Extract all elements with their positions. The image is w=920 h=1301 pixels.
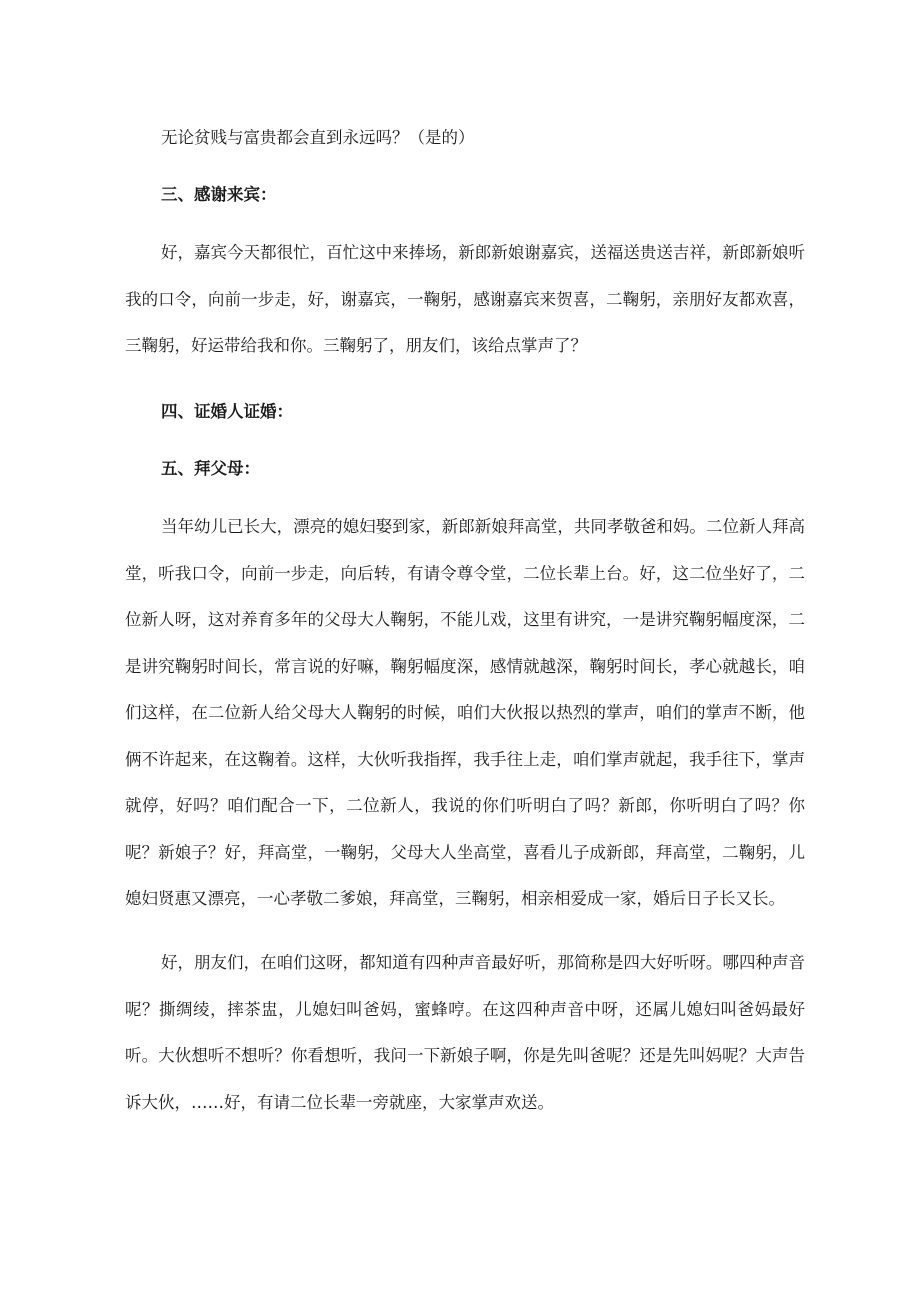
paragraph-thank-guests: 好，嘉宾今天都很忙，百忙这中来捧场，新郎新娘谢嘉宾，送福送贵送吉祥，新郎新娘听我的口令，向前一步走，好，谢嘉宾，一鞠躬，感谢嘉宾来贺喜，二鞠躬，亲朋好友都欢喜，三鞠躬，好运带给我和你。三鞠躬了，朋友们，该给点掌声了？ bbox=[125, 243, 805, 355]
paragraph-bow-parents: 当年幼儿已长大，漂亮的媳妇娶到家，新郎新娘拜高堂，共同孝敬爸和妈。二位新人拜高堂，听我口令，向前一步走，向后转，有请令尊令堂，二位长辈上台。好，这二位坐好了，二位新人呀，这对养育多年的父母大人鞠躬，不能儿戏，这里有讲究，一是讲究鞠躬幅度深，二是讲究鞠躬时间长，常言说的好嘛，鞠躬幅度深，感情就越深，鞠躬时间长，孝心就越长，咱们这样，在二位新人给父母大人鞠躬的时候，咱们大伙报以热烈的掌声，咱们的掌声不断，他俩不许起来，在这鞠着。这样，大伙听我指挥，我手往上走，咱们掌声就起，我手往下，掌声就停，好吗？咱们配合一下，二位新人，我说的你们听明白了吗？新郎，你听明白了吗？你呢？新娘子？好，拜高堂，一鞠躬，父母大人坐高堂，喜看儿子成新郎，拜高堂，二鞠躬，儿媳妇贤惠又漂亮，一心孝敬二爹娘，拜高堂，三鞠躬，相亲相爱成一家，婚后日子长又长。 bbox=[125, 517, 805, 908]
section-heading-officiant: 四、证婚人证婚： bbox=[161, 402, 293, 421]
section-heading-bow-parents: 五、拜父母： bbox=[161, 459, 260, 478]
intro-line: 无论贫贱与富贵都会直到永远吗？（是的） bbox=[161, 128, 475, 147]
paragraph-four-sounds: 好，朋友们，在咱们这呀，都知道有四种声音最好听，那简称是四大好听呀。哪四种声音呢？撕绸绫，摔茶盅，儿媳妇叫爸妈，蜜蜂哼。在这四种声音中呀，还属儿媳妇叫爸妈最好听。大伙想听不想听？你看想听，我问一下新娘子啊，你是先叫爸呢？还是先叫妈呢？大声告诉大伙，……好，有请二位长辈一旁就座，大家掌声欢送。 bbox=[125, 953, 805, 1112]
section-heading-thanks-guests: 三、感谢来宾： bbox=[161, 185, 277, 204]
